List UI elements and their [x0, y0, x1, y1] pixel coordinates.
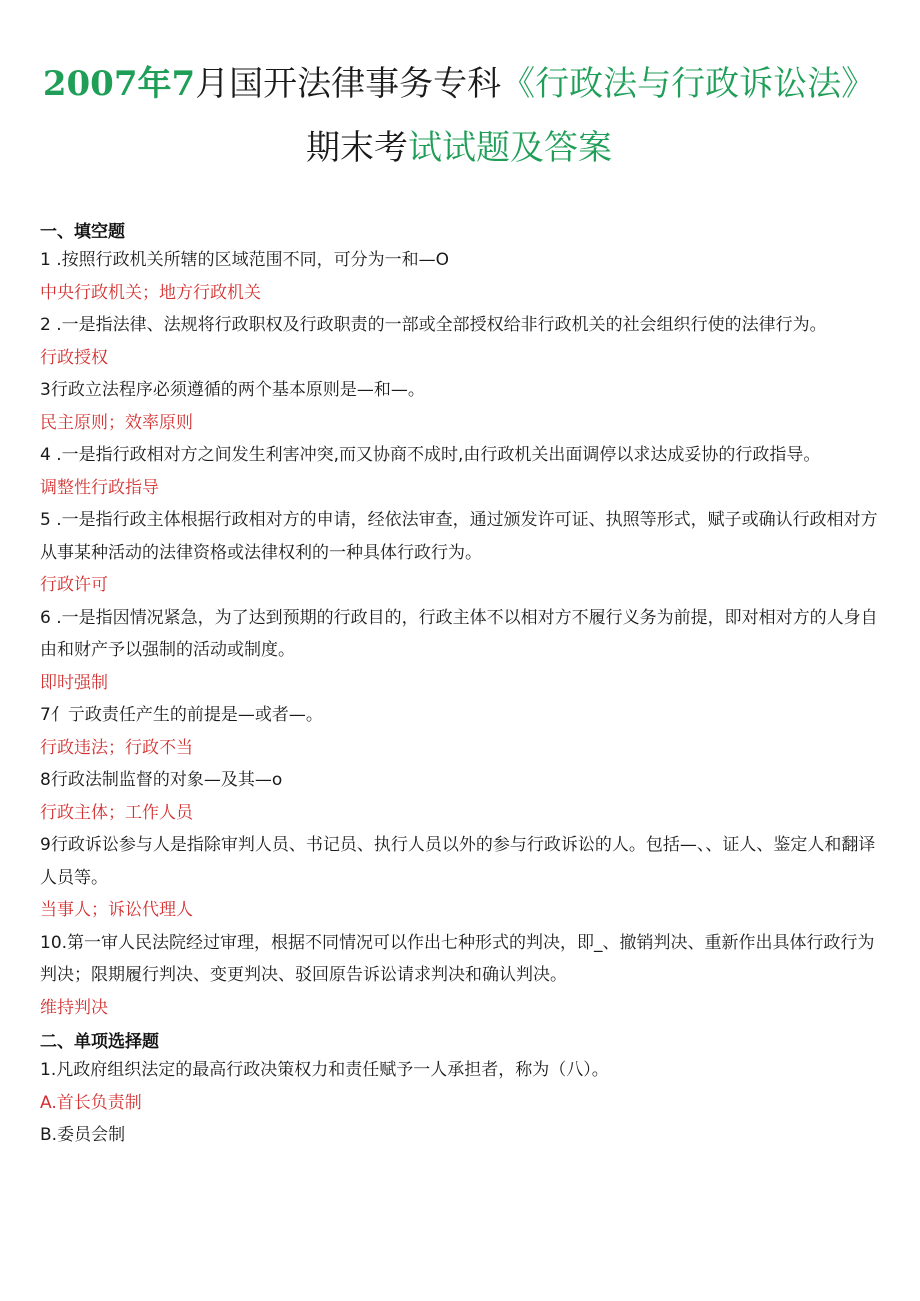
question-6: 6 .一是指因情况紧急，为了达到预期的行政目的，行政主体不以相对方不履行义务为前提，即对相对方的人身自由和财产予以强制的活动或制度。	[40, 607, 878, 660]
question-9: 9行政诉讼参与人是指除审判人员、书记员、执行人员以外的参与行政诉讼的人。包括—、、证人、鉴定人和翻译人员等。	[40, 835, 876, 888]
answer-3: 民主原则；效率原则	[40, 412, 193, 433]
title-course-prefix: 月国开法律事务专科	[195, 64, 502, 104]
answer-7: 行政违法；行政不当	[40, 737, 193, 758]
question-8: 8行政法制监督的对象—及其—o	[40, 770, 283, 790]
answer-2: 行政授权	[40, 347, 108, 368]
question-4: 4 .一是指行政相对方之间发生利害冲突,而又协商不成时,由行政机关出面调停以求达成妥协的行政指导。	[40, 445, 821, 465]
title-year-month: 2007年7	[42, 64, 196, 104]
question-2: 2 .一是指法律、法规将行政职权及行政职责的一部或全部授权给非行政机关的社会组织行使的法律行为。	[40, 315, 827, 335]
document-content	[40, 220, 878, 1152]
choice-question-1: 1.凡政府组织法定的最高行政决策权力和责任赋予一人承担者，称为（八）。	[40, 1060, 609, 1080]
question-3: 3行政立法程序必须遵循的两个基本原则是—和—。	[40, 380, 425, 400]
title-exam-suffix: 试试题及答案	[408, 128, 612, 168]
fill-in-list	[40, 244, 878, 1024]
answer-8: 行政主体；工作人员	[40, 802, 193, 823]
title-course-name: 《行政法与行政诉讼法》	[501, 64, 876, 104]
title-exam-prefix: 期末考	[306, 128, 408, 168]
answer-6: 即时强制	[40, 672, 108, 693]
question-7: 7亻亍政责任产生的前提是—或者—。	[40, 705, 323, 725]
answer-5: 行政许可	[40, 575, 108, 595]
single-choice-list	[40, 1054, 878, 1152]
question-1: 1 .按照行政机关所辖的区域范围不同，可分为一和—O	[40, 250, 450, 270]
title-line-1	[40, 54, 878, 114]
answer-1: 中央行政机关；地方行政机关	[40, 282, 261, 303]
title-line-2	[40, 118, 878, 178]
question-10: 10.第一审人民法院经过审理，根据不同情况可以作出七种形式的判决，即_、撤销判决、重新作出具体行政行为判决；限期履行判决、变更判决、驳回原告诉讼请求判决和确认判决。	[40, 932, 875, 985]
section-heading-fill-in: 一、填空题	[40, 222, 125, 242]
option-a-correct: A.首长负责制	[40, 1092, 142, 1113]
answer-10: 维持判决	[40, 997, 108, 1018]
answer-4: 调整性行政指导	[40, 477, 159, 498]
section-heading-single-choice: 二、单项选择题	[40, 1032, 159, 1052]
question-5: 5 .一是指行政主体根据行政相对方的申请，经依法审查，通过颁发许可证、执照等形式，赋子或确认行政相对方从事某种活动的法律资格或法律权利的一种具体行政行为。	[40, 510, 878, 563]
document-title	[40, 54, 878, 178]
answer-9: 当事人；诉讼代理人	[40, 900, 193, 920]
option-b: B.委员会制	[40, 1125, 126, 1145]
